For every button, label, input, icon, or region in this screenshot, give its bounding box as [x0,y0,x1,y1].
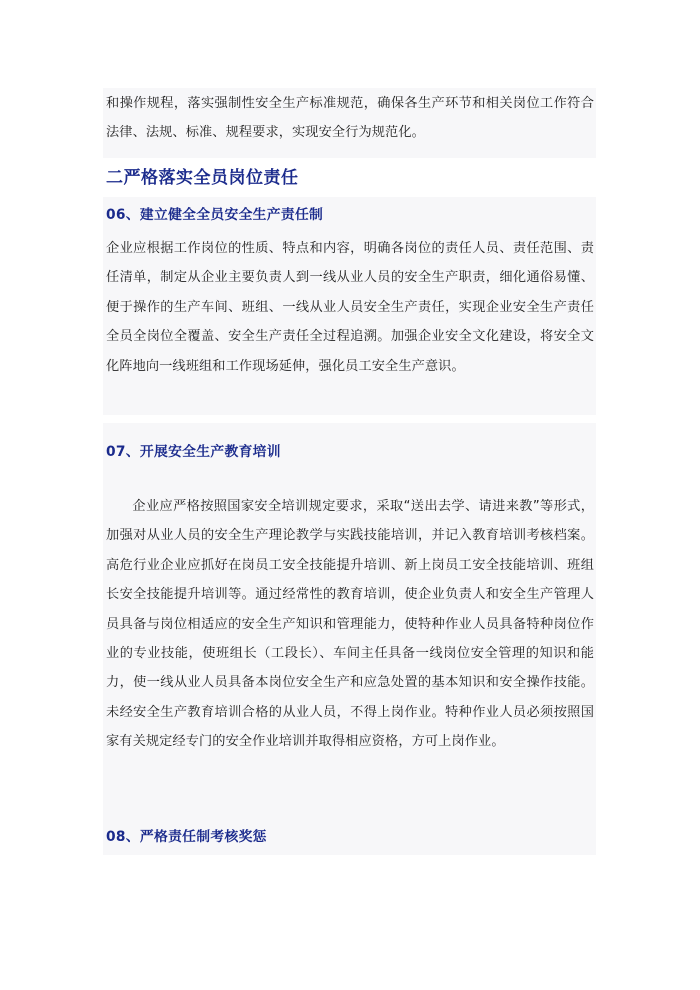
subsection-body-06: 企业应根据工作岗位的性质、特点和内容，明确各岗位的责任人员、责任范围、责任清单，制定从企业主要负责人到一线从业人员的安全生产职责，细化通俗易懂、便于操作的生产车间、班组、一线从业人员安全生产责任，实现企业安全生产责任全员全岗位全覆盖、安全生产责任全过程追溯。加强企业安全文化建设，将安全文化阵地向一线班组和工作现场延伸，强化员工安全生产意识。 [106,241,594,374]
subsection-heading-06: 06、建立健全全员安全生产责任制 [106,207,324,223]
subsection-heading-07: 07、开展安全生产教育培训 [106,444,281,460]
subsection-body-07: 企业应严格按照国家安全培训规定要求，采取“送出去学、请进来教”等形式，加强对从业人员的安全生产理论教学与实践技能培训，并记入教育培训考核档案。高危行业企业应抓好在岗员工安全技能提升培训、新上岗员工安全技能培训、班组长安全技能提升培训等。通过经常性的教育培训，使企业负责人和安全生产管理人员具备与岗位相适应的安全生产知识和管理能力，使特种作业人员具备特种岗位作业的专业技能，使班组长（工段长）、车间主任具备一线岗位安全管理的知识和能力，使一线从业人员具备本岗位安全生产和应急处置的基本知识和安全操作技能。未经安全生产教育培训合格的从业人员，不得上岗作业。特种作业人员必须按照国家有关规定经专门的安全作业培训并取得相应资格，方可上岗作业。 [106,499,594,750]
intro-paragraph: 和操作规程，落实强制性安全生产标准规范，确保各生产环节和相关岗位工作符合法律、法规、标准、规程要求，实现安全行为规范化。 [106,96,594,141]
section-title: 二严格落实全员岗位责任 [106,168,299,188]
subsection-heading-08: 08、严格责任制考核奖惩 [106,829,267,845]
